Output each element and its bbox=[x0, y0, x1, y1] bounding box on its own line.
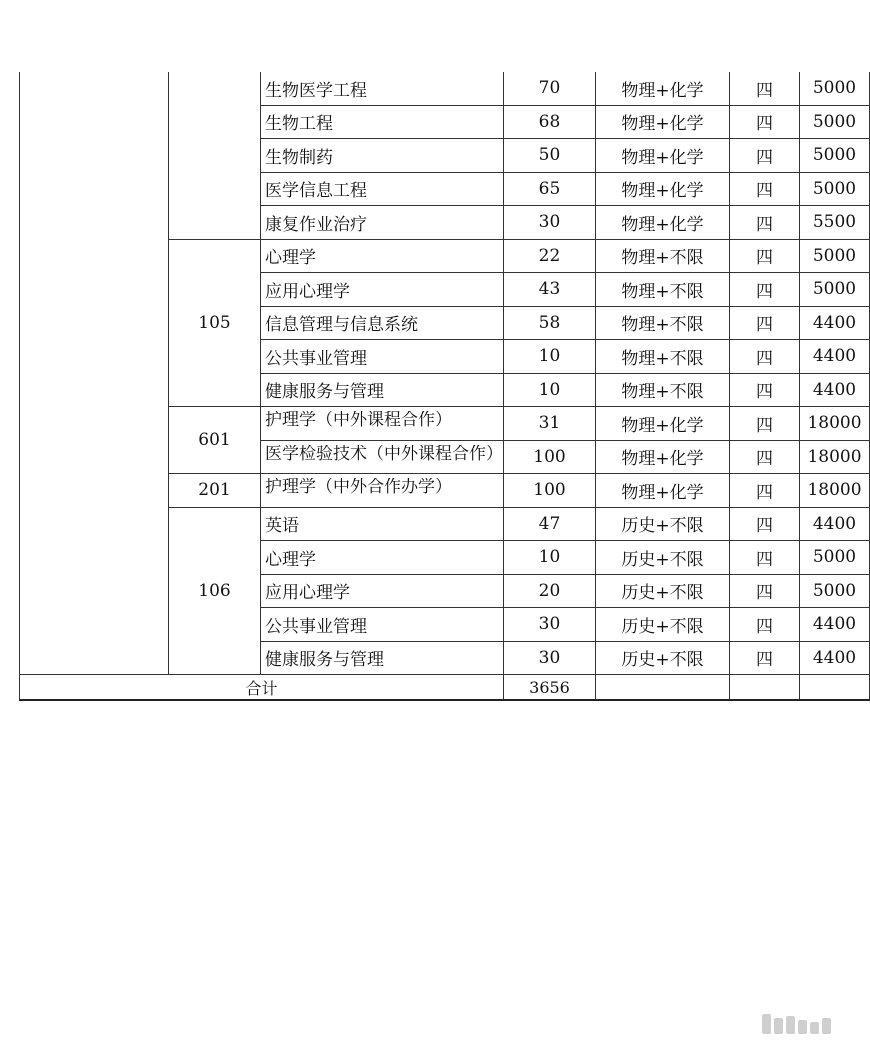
tuition-cell: 5000 bbox=[800, 239, 870, 273]
quota-cell: 100 bbox=[504, 474, 596, 508]
major-name: 医学检验技术（中外课程合作） bbox=[261, 440, 504, 474]
empty-cell bbox=[730, 675, 800, 701]
duration-cell: 四 bbox=[730, 608, 800, 642]
subject-requirement: 物理+不限 bbox=[596, 373, 730, 407]
tuition-cell: 18000 bbox=[800, 407, 870, 441]
duration-cell: 四 bbox=[730, 172, 800, 206]
empty-cell bbox=[596, 675, 730, 701]
quota-cell: 30 bbox=[504, 206, 596, 240]
group-code-cell: 601 bbox=[169, 407, 261, 474]
group-code-cell bbox=[169, 72, 261, 239]
quota-cell: 10 bbox=[504, 541, 596, 575]
quota-cell: 47 bbox=[504, 507, 596, 541]
duration-cell: 四 bbox=[730, 474, 800, 508]
major-name: 心理学 bbox=[261, 239, 504, 273]
quota-cell: 20 bbox=[504, 574, 596, 608]
tuition-cell: 5000 bbox=[800, 541, 870, 575]
major-name: 医学信息工程 bbox=[261, 172, 504, 206]
subject-requirement: 物理+化学 bbox=[596, 440, 730, 474]
quota-cell: 43 bbox=[504, 273, 596, 307]
subject-requirement: 历史+不限 bbox=[596, 507, 730, 541]
quota-cell: 10 bbox=[504, 373, 596, 407]
duration-cell: 四 bbox=[730, 340, 800, 374]
subject-requirement: 物理+化学 bbox=[596, 139, 730, 173]
subject-requirement: 历史+不限 bbox=[596, 541, 730, 575]
total-row bbox=[20, 675, 870, 701]
tuition-cell: 5000 bbox=[800, 105, 870, 139]
tuition-cell: 4400 bbox=[800, 507, 870, 541]
major-name: 信息管理与信息系统 bbox=[261, 306, 504, 340]
tuition-cell: 4400 bbox=[800, 306, 870, 340]
subject-requirement: 物理+化学 bbox=[596, 105, 730, 139]
major-name: 心理学 bbox=[261, 541, 504, 575]
subject-requirement: 物理+化学 bbox=[596, 474, 730, 508]
tuition-cell: 4400 bbox=[800, 608, 870, 642]
major-name: 护理学（中外课程合作） bbox=[261, 407, 504, 441]
major-name: 公共事业管理 bbox=[261, 340, 504, 374]
duration-cell: 四 bbox=[730, 206, 800, 240]
duration-cell: 四 bbox=[730, 541, 800, 575]
total-label: 合计 bbox=[20, 675, 504, 701]
tuition-cell: 5500 bbox=[800, 206, 870, 240]
duration-cell: 四 bbox=[730, 139, 800, 173]
tuition-cell: 5000 bbox=[800, 172, 870, 206]
tuition-cell: 5000 bbox=[800, 139, 870, 173]
subject-requirement: 物理+不限 bbox=[596, 306, 730, 340]
subject-requirement: 历史+不限 bbox=[596, 574, 730, 608]
tuition-cell: 4400 bbox=[800, 373, 870, 407]
group-code-cell: 106 bbox=[169, 507, 261, 675]
major-name: 生物制药 bbox=[261, 139, 504, 173]
duration-cell: 四 bbox=[730, 306, 800, 340]
major-name: 健康服务与管理 bbox=[261, 373, 504, 407]
tuition-cell: 5000 bbox=[800, 72, 870, 105]
subject-requirement: 物理+化学 bbox=[596, 72, 730, 105]
group-code-cell: 201 bbox=[169, 474, 261, 508]
quota-cell: 31 bbox=[504, 407, 596, 441]
subject-requirement: 物理+不限 bbox=[596, 239, 730, 273]
major-name: 健康服务与管理 bbox=[261, 641, 504, 675]
enrollment-plan-table bbox=[19, 72, 870, 701]
major-name: 康复作业治疗 bbox=[261, 206, 504, 240]
major-name: 护理学（中外合作办学） bbox=[261, 474, 504, 508]
quota-cell: 30 bbox=[504, 641, 596, 675]
subject-requirement: 物理+化学 bbox=[596, 172, 730, 206]
quota-cell: 58 bbox=[504, 306, 596, 340]
duration-cell: 四 bbox=[730, 105, 800, 139]
duration-cell: 四 bbox=[730, 507, 800, 541]
total-quota: 3656 bbox=[504, 675, 596, 701]
tuition-cell: 5000 bbox=[800, 574, 870, 608]
document-page bbox=[19, 72, 870, 701]
category-cell bbox=[20, 72, 169, 675]
duration-cell: 四 bbox=[730, 72, 800, 105]
quota-cell: 50 bbox=[504, 139, 596, 173]
quota-cell: 22 bbox=[504, 239, 596, 273]
quota-cell: 65 bbox=[504, 172, 596, 206]
duration-cell: 四 bbox=[730, 574, 800, 608]
major-name: 生物工程 bbox=[261, 105, 504, 139]
table-row bbox=[20, 72, 870, 105]
quota-cell: 68 bbox=[504, 105, 596, 139]
major-name: 应用心理学 bbox=[261, 273, 504, 307]
duration-cell: 四 bbox=[730, 440, 800, 474]
group-code-cell: 105 bbox=[169, 239, 261, 407]
subject-requirement: 历史+不限 bbox=[596, 641, 730, 675]
subject-requirement: 物理+化学 bbox=[596, 407, 730, 441]
empty-cell bbox=[800, 675, 870, 701]
subject-requirement: 物理+不限 bbox=[596, 340, 730, 374]
quota-cell: 10 bbox=[504, 340, 596, 374]
subject-requirement: 物理+不限 bbox=[596, 273, 730, 307]
duration-cell: 四 bbox=[730, 407, 800, 441]
quota-cell: 100 bbox=[504, 440, 596, 474]
watermark-logo-icon bbox=[762, 1014, 850, 1034]
major-name: 生物医学工程 bbox=[261, 72, 504, 105]
subject-requirement: 物理+化学 bbox=[596, 206, 730, 240]
quota-cell: 70 bbox=[504, 72, 596, 105]
duration-cell: 四 bbox=[730, 641, 800, 675]
major-name: 应用心理学 bbox=[261, 574, 504, 608]
tuition-cell: 4400 bbox=[800, 641, 870, 675]
tuition-cell: 5000 bbox=[800, 273, 870, 307]
major-name: 公共事业管理 bbox=[261, 608, 504, 642]
subject-requirement: 历史+不限 bbox=[596, 608, 730, 642]
major-name: 英语 bbox=[261, 507, 504, 541]
duration-cell: 四 bbox=[730, 273, 800, 307]
tuition-cell: 4400 bbox=[800, 340, 870, 374]
duration-cell: 四 bbox=[730, 239, 800, 273]
quota-cell: 30 bbox=[504, 608, 596, 642]
duration-cell: 四 bbox=[730, 373, 800, 407]
tuition-cell: 18000 bbox=[800, 440, 870, 474]
tuition-cell: 18000 bbox=[800, 474, 870, 508]
